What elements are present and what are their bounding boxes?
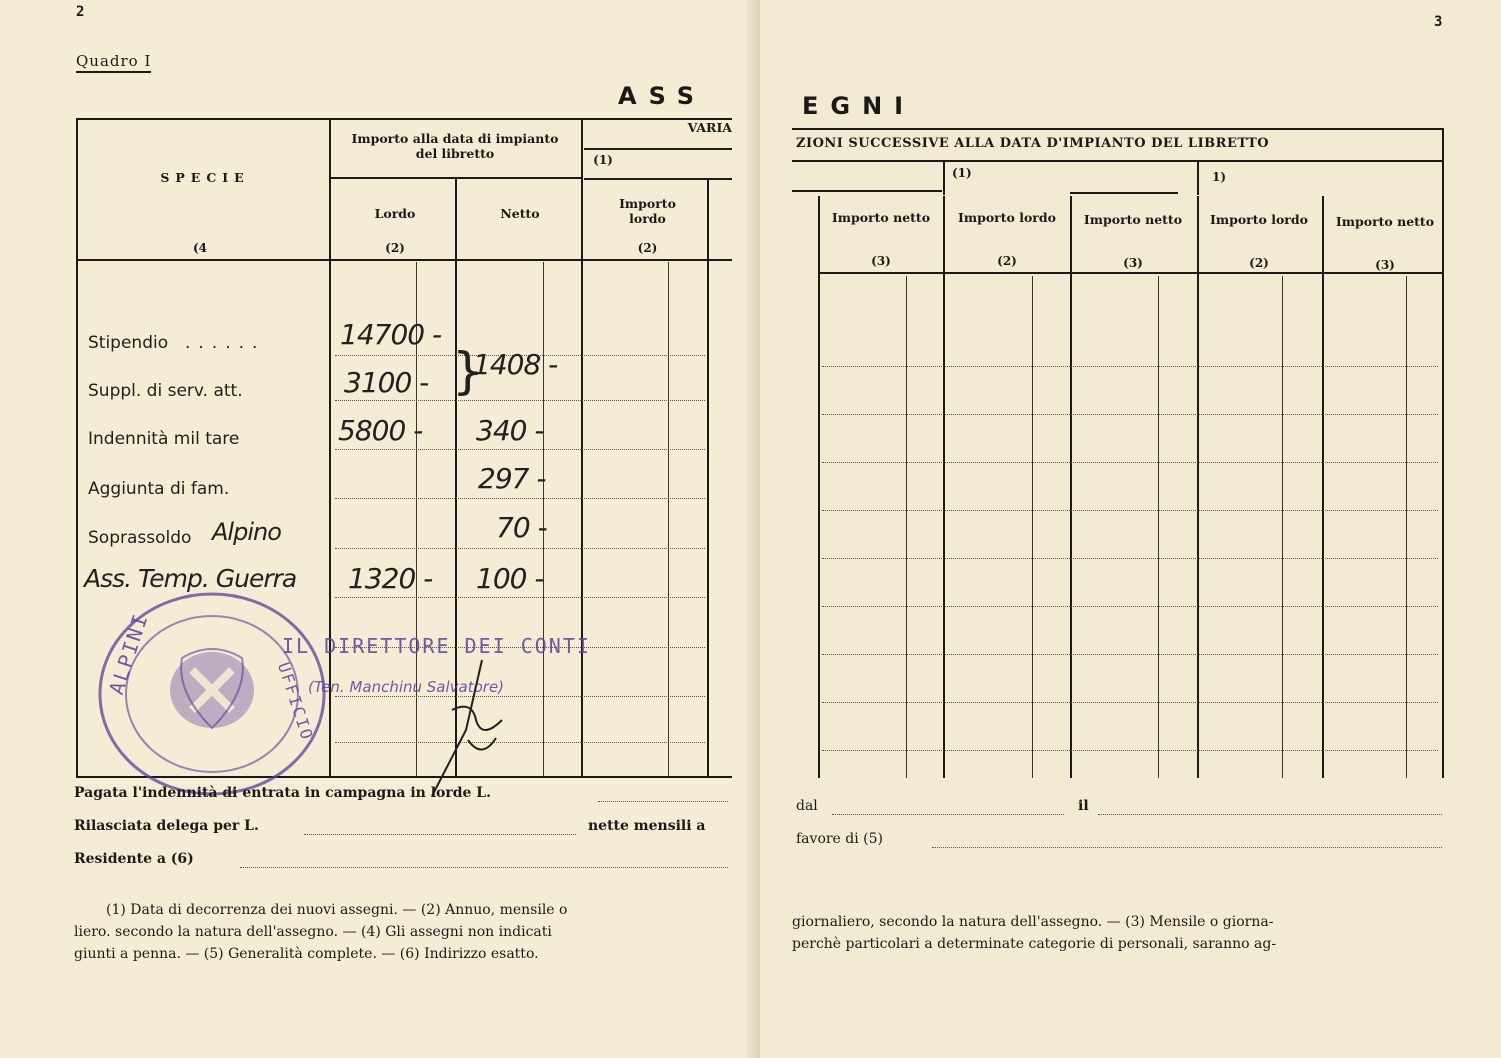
row-label-aggiunta: Aggiunta di fam. <box>88 479 230 499</box>
footnote-line: perchè particolari a determinate categorie di personali, saranno ag- <box>792 936 1277 952</box>
importo-group-header: Importo alla data di impianto del libretto <box>351 131 559 161</box>
row-lordo: 3100 - <box>344 366 429 399</box>
director-name-stamp: (Ten. Manchinu Salvatore) <box>308 678 505 696</box>
footnote-line: giunti a penna. — (5) Generalità complete. — (6) Indirizzo esatto. <box>74 946 539 962</box>
col-note: (3) <box>1123 256 1143 270</box>
row-netto: 297 - <box>478 462 546 495</box>
col-note: (2) <box>1249 256 1269 270</box>
row-netto: 340 - <box>476 414 544 447</box>
row-label-indennita: Indennità mil tare <box>88 429 240 449</box>
row-handwritten: Alpino <box>212 518 281 546</box>
row-label-suppl: Suppl. di serv. att. <box>88 381 243 401</box>
form-line-delega: Rilasciata delega per L. <box>74 818 259 834</box>
specie-header: SPECIE <box>160 170 250 185</box>
page-title-continued: EGNI <box>802 92 916 120</box>
group-note: 1) <box>1212 170 1227 184</box>
form-field-residente[interactable] <box>240 867 728 868</box>
row-handwritten: Ass. Temp. Guerra <box>84 564 297 593</box>
col-note: (2) <box>997 254 1017 268</box>
form-dal-label: dal <box>796 798 818 814</box>
left-page: 2 Quadro I ASS SPECIE (4 Importo alla data di impianto del libretto Lordo (2) Netto VARIA (1) Importo lordo (2) Stipendio ...... 14700 - Suppl. di serv. att. 3100 - } 1408 - Indennità mil tare 5800 - 340 - Aggiunta di fam. 297 - Soprassoldo Alpino 70 - Ass. Temp. Guerra 1320 - 100 - ALPINI UFFICIO IL DIRETTORE DEI CONTI (Ten. Manchinu Salvatore) Pagata l'indennità di entrata in campagna in lorde L. Rilasciata delega per L. nette mensili a Residente a (6) (1) Data di decorrenza dei nuovi assegni. — (2) Annuo, mensile o liero. secondo la natura dell'assegno. — (4) Gli assegni non indicati giunti a penna. — (5) Generalità complete. — (6) Indirizzo esatto. <box>0 0 758 1058</box>
col-note: (3) <box>871 254 891 268</box>
right-page <box>760 0 1501 1058</box>
var-importo-note: (2) <box>637 241 658 255</box>
var-note: (1) <box>593 153 613 167</box>
form-field-delega[interactable] <box>304 834 576 835</box>
brace-mark: } <box>452 342 483 400</box>
variazioni-header: VARIA <box>687 120 732 135</box>
form-field-dal[interactable] <box>832 814 1064 815</box>
signature <box>412 650 512 800</box>
form-field-il[interactable] <box>1098 814 1442 815</box>
director-stamp: IL DIRETTORE DEI CONTI <box>282 634 591 658</box>
col-header: Importo netto <box>1083 212 1183 227</box>
row-netto: 70 - <box>496 511 547 544</box>
variations-header: ZIONI SUCCESSIVE ALLA DATA D'IMPIANTO DEL LIBRETTO <box>796 136 1270 151</box>
col-header: Importo netto <box>831 210 931 225</box>
row-netto: 100 - <box>476 562 544 595</box>
footnote-line: liero. secondo la natura dell'assegno. — (4) Gli assegni non indicati <box>74 924 552 940</box>
page-title: ASS <box>618 82 707 110</box>
form-line-mensili: nette mensili a <box>588 818 706 834</box>
row-label-soprassoldo: Soprassoldo <box>88 528 192 548</box>
seal-text: ALPINI <box>104 609 153 698</box>
row-lordo: 14700 - <box>340 318 442 351</box>
specie-note: (4 <box>192 241 208 255</box>
lordo-header: Lordo <box>374 206 416 221</box>
form-favore-label: favore di (5) <box>796 831 884 847</box>
footnote-line: (1) Data di decorrenza dei nuovi assegni. — (2) Annuo, mensile o <box>106 902 568 918</box>
group-note: (1) <box>952 166 972 180</box>
row-netto: 1408 - <box>473 348 558 381</box>
form-field-indennita[interactable] <box>598 801 728 802</box>
col-note: (3) <box>1375 258 1395 272</box>
form-line-residente: Residente a (6) <box>74 851 194 867</box>
row-lordo: 5800 - <box>338 414 423 447</box>
row-label-stipendio: Stipendio <box>88 333 169 353</box>
col-header: Importo lordo <box>1210 212 1308 227</box>
form-line-indennita: Pagata l'indennità di entrata in campagna in lorde L. <box>74 785 492 801</box>
table-label: Quadro I <box>76 52 151 73</box>
form-il-label: il <box>1078 798 1089 814</box>
col-header: Importo netto <box>1335 214 1435 229</box>
page-number: 2 <box>76 4 85 20</box>
col-header: Importo lordo <box>958 210 1056 225</box>
netto-header: Netto <box>500 206 540 221</box>
row-lordo: 1320 - <box>348 562 433 595</box>
seal-office: UFFICIO <box>273 660 318 744</box>
var-importo-lordo: Importo lordo <box>619 196 676 226</box>
footnote-line: giornaliero, secondo la natura dell'assegno. — (3) Mensile o giorna- <box>792 914 1274 930</box>
lordo-note: (2) <box>385 241 405 255</box>
form-field-favore[interactable] <box>932 847 1442 848</box>
page-number: 3 <box>1434 14 1443 30</box>
